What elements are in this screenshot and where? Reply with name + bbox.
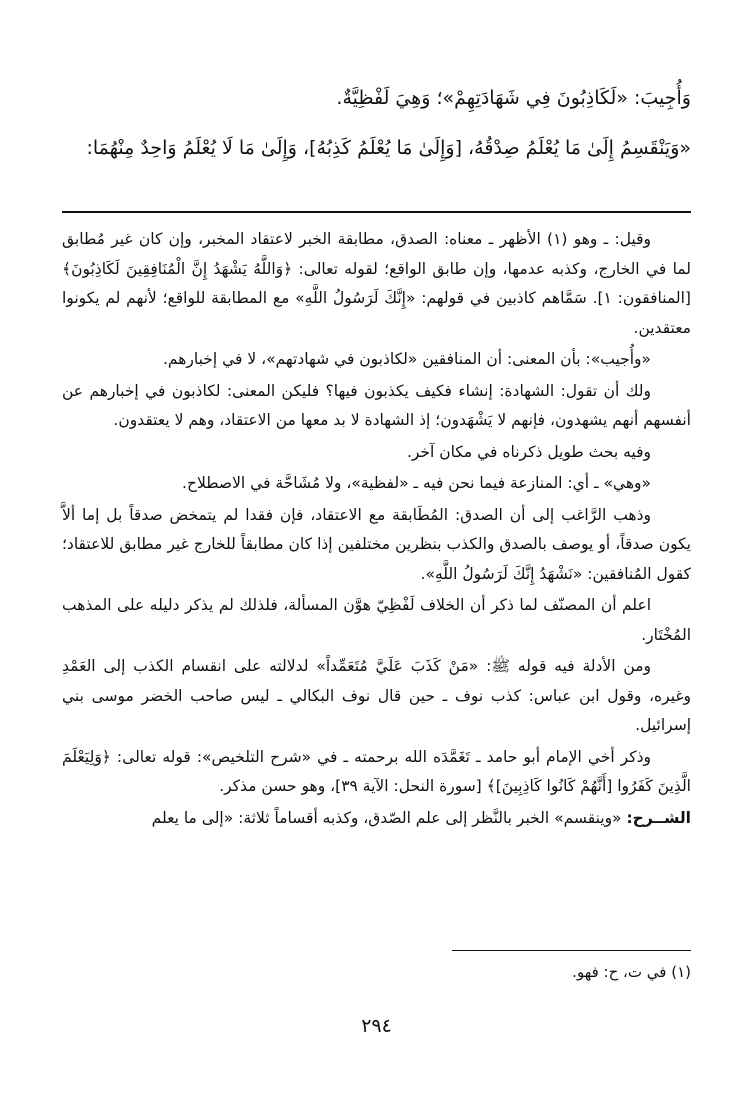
sharh-label: الشــرح:: [626, 808, 691, 827]
matn-line-1: وَأُجِيبَ: «لَكَاذِبُونَ فِي شَهَادَتِهِمْ»؛ وَهِيَ لَفْظِيَّةٌ.: [336, 87, 691, 109]
commentary-paragraph: «وهي» ـ أي: المنازعة فيما نحن فيه ـ «لفظية»، ولا مُشَاحَّة في الاصطلاح.: [182, 474, 651, 492]
commentary-body: [62, 225, 691, 835]
commentary-paragraph: اعلم أن المصنّف لما ذكر أن الخلاف لَفْظِيّ هوَّن المسألة، فلذلك لم يذكر دليله على المذهب المُخْتَار.: [62, 596, 691, 644]
footnote-divider: [452, 950, 691, 951]
matn-line-2: «وَيَنْقَسِمُ إِلَىٰ مَا يُعْلَمُ صِدْقُهُ، [وَإِلَىٰ مَا يُعْلَمُ كَذِبُهُ]، وَإِلَىٰ مَا لَا يُعْلَمُ وَاحِدٌ مِنْهُمَا:: [86, 137, 691, 159]
commentary-paragraph: وذكر أخي الإمام أبو حامد ـ تَغَمَّدَه الله برحمته ـ في «شرح التلخيص»: قوله تعالى: ﴿وَلِيَعْلَمَ الَّذِينَ كَفَرُوا [أَنَّهُمْ كَانُوا كَاذِبِينَ]﴾ [سورة النحل: الآية ٣٩]، وهو حسن مذكر.: [62, 747, 691, 795]
page-number: ٢٩٤: [361, 1015, 392, 1037]
commentary-paragraph: وذهب الرَّاغب إلى أن الصدق: المُطَابقة مع الاعتقاد، فإن فقدا لم يتمخض صدقاً بل إما ألاَّ يكون صدقاً، أو يوصف بالصدق والكذب بنظرين مختلفين إذا كان مطابقاً للخارج غير مطابق للاعتقاد؛ كقول المُنافقين: «نَشْهَدُ إِنَّكَ لَرَسُولُ اللَّهِ».: [62, 505, 691, 583]
footnote: (١) في ت، ح: فهو.: [572, 963, 691, 981]
commentary-paragraph: وفيه بحث طويل ذكرناه في مكان آخر.: [406, 442, 651, 461]
commentary-paragraph: ولك أن تقول: الشهادة: إنشاء فكيف يكذبون فيها؟ فليكن المعنى: لكاذبون في إخبارهم عن أنفسهم أنهم يشهدون، فإنهم لا يَشْهَدون؛ إذ الشهادة لا بد معها من الاعتقاد، وهم لا يعتقدون.: [62, 381, 691, 429]
commentary-paragraph: «وأُجيب»: بأن المعنى: أن المنافقين «لكاذبون في شهادتهم»، لا في إخبارهم.: [162, 350, 651, 368]
commentary-paragraph: ومن الأدلة فيه قوله ﷺ: «مَنْ كَذَبَ عَلَيَّ مُتَعَمِّداً» لدلالته على انقسام الكذب إلى العَمْدِ وغيره، وقول ابن عباس: كذب نوف ـ حين قال نوف البكالي ـ ليس صاحب الخضر موسى بني إسرائيل.: [62, 657, 691, 734]
commentary-paragraph-sharh: [62, 804, 691, 834]
sharh-text: «وينقسم» الخبر بالنَّظر إلى علم الصّدق، وكذبه أقساماً ثلاثة: «إلى ما يعلم: [151, 808, 622, 827]
commentary-paragraph: وقيل: ـ وهو (١) الأظهر ـ معناه: الصدق، مطابقة الخبر لاعتقاد المخبر، وإن كان غير مُطابق لما في الخارج، وكذبه عدمها، وإن طابق الواقع؛ لقوله تعالى: ﴿وَاللَّهُ يَشْهَدُ إِنَّ الْمُنَافِقِينَ لَكَاذِبُونَ﴾ [المنافقون: ١]. سَمَّاهم كاذبين في قولهم: «إِنَّكَ لَرَسُولُ اللَّهِ» مع المطابقة للواقع؛ لأنهم لم يكونوا معتقدين.: [62, 230, 691, 337]
section-divider: [62, 211, 691, 213]
